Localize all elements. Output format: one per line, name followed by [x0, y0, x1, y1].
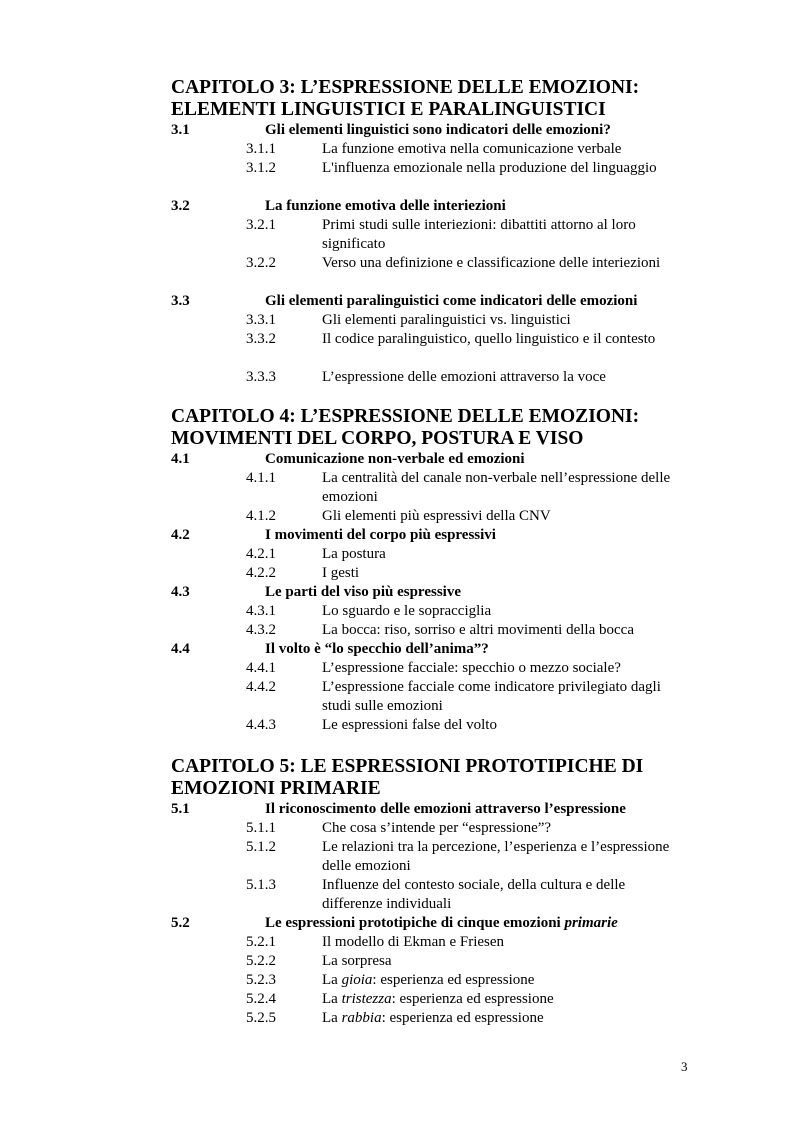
subsection-title [322, 971, 682, 990]
subsection-number: 3.2.1 [246, 217, 276, 233]
subsection-number: 4.4.1 [246, 660, 276, 676]
subsection-5-2-3 [171, 971, 731, 990]
section-4-2 [171, 526, 731, 545]
chapter-title-line2: EMOZIONI PRIMARIE [171, 778, 381, 799]
subsection-number: 5.2.1 [246, 934, 276, 950]
section-number: 4.1 [171, 451, 190, 467]
subsection-title: Verso una definizione e classificazione delle interiezioni [322, 255, 661, 271]
section-number: 3.3 [171, 293, 190, 309]
subsection-title: L’espressione facciale come indicatore privilegiato dagli studi sulle emozioni [322, 679, 661, 714]
subsection-3-2-2 [171, 254, 731, 292]
subsection-number: 3.1.1 [246, 141, 276, 157]
subsection-5-2-5 [171, 1009, 731, 1028]
section-title-text: Le espressioni prototipiche di cinque emozioni [265, 915, 565, 931]
subsection-title: Il codice paralinguistico, quello linguistico e il contesto [322, 331, 656, 347]
subsection-title [322, 990, 682, 1009]
subsection-4-3-2 [171, 621, 731, 640]
subsection-3-2-1 [171, 216, 731, 254]
section-title-emphasis: primarie [564, 915, 618, 931]
subsection-4-2-1 [171, 545, 731, 564]
subsection-4-4-2 [171, 678, 731, 716]
subsection-title: L'influenza emozionale nella produzione del linguaggio [322, 160, 657, 176]
section-number: 4.2 [171, 527, 190, 543]
subsection-number: 5.1.3 [246, 877, 276, 893]
section-number: 3.2 [171, 198, 190, 214]
subsection-title: Influenze del contesto sociale, della cultura e delle differenze individuali [322, 877, 626, 912]
section-3-1 [171, 121, 731, 140]
chapter-title-line1: CAPITOLO 4: L’ESPRESSIONE DELLE EMOZIONI: [171, 406, 640, 427]
subsection-title: Che cosa s’intende per “espressione”? [322, 820, 552, 836]
section-number: 4.3 [171, 584, 190, 600]
subsection-title [322, 1009, 682, 1028]
subsection-title-post: : esperienza ed espressione [391, 991, 554, 1007]
section-number: 3.1 [171, 122, 190, 138]
chapter-title-line1: CAPITOLO 3: L’ESPRESSIONE DELLE EMOZIONI: [171, 77, 640, 98]
subsection-number: 3.3.1 [246, 312, 276, 328]
subsection-title: Gli elementi più espressivi della CNV [322, 508, 551, 524]
subsection-title-post: : esperienza ed espressione [372, 972, 535, 988]
subsection-5-1-2 [171, 838, 731, 876]
subsection-number: 4.1.2 [246, 508, 276, 524]
subsection-number: 4.4.3 [246, 717, 276, 733]
subsection-number: 4.2.2 [246, 565, 276, 581]
subsection-number: 4.3.2 [246, 622, 276, 638]
subsection-number: 4.3.1 [246, 603, 276, 619]
subsection-title: L’espressione facciale: specchio o mezzo sociale? [322, 660, 621, 676]
subsection-5-2-1 [171, 933, 731, 952]
section-4-4 [171, 640, 731, 659]
section-3-3 [171, 292, 731, 311]
subsection-title: La centralità del canale non-verbale nell’espressione delle emozioni [322, 470, 671, 505]
subsection-number: 5.1.1 [246, 820, 276, 836]
subsection-number: 5.1.2 [246, 839, 276, 855]
chapter-3 [171, 77, 731, 387]
subsection-title-pre: La [322, 972, 342, 988]
section-title: Il riconoscimento delle emozioni attraverso l’espressione [265, 801, 626, 817]
chapter-4 [171, 406, 731, 735]
section-5-1 [171, 800, 731, 819]
section-3-2 [171, 197, 731, 216]
subsection-number: 5.2.5 [246, 1010, 276, 1026]
subsection-number: 3.2.2 [246, 255, 276, 271]
section-title: Il volto è “lo specchio dell’anima”? [265, 641, 489, 657]
section-number: 4.4 [171, 641, 190, 657]
subsection-4-2-2 [171, 564, 731, 583]
subsection-3-3-1 [171, 311, 731, 330]
section-5-2 [171, 914, 731, 933]
subsection-number: 4.4.2 [246, 679, 276, 695]
subsection-number: 4.1.1 [246, 470, 276, 486]
subsection-title: Gli elementi paralinguistici vs. linguistici [322, 312, 571, 328]
subsection-title-emphasis: rabbia [341, 1010, 382, 1026]
subsection-number: 3.1.2 [246, 160, 276, 176]
subsection-title: La sorpresa [322, 953, 392, 969]
subsection-4-4-3 [171, 716, 731, 735]
subsection-title: Lo sguardo e le sopracciglia [322, 603, 492, 619]
subsection-title: I gesti [322, 565, 360, 581]
chapter-title-line2: ELEMENTI LINGUISTICI E PARALINGUISTICI [171, 99, 606, 120]
subsection-title: La bocca: riso, sorriso e altri movimenti della bocca [322, 622, 634, 638]
chapter-title-line2: MOVIMENTI DEL CORPO, POSTURA E VISO [171, 428, 584, 449]
subsection-4-3-1 [171, 602, 731, 621]
section-number: 5.2 [171, 915, 190, 931]
subsection-title: L’espressione delle emozioni attraverso la voce [322, 369, 606, 385]
section-title: Comunicazione non-verbale ed emozioni [265, 451, 525, 467]
subsection-title: Le relazioni tra la percezione, l’esperienza e l’espressione delle emozioni [322, 839, 670, 874]
subsection-3-1-1 [171, 140, 731, 159]
subsection-5-1-1 [171, 819, 731, 838]
section-title: La funzione emotiva delle interiezioni [265, 198, 506, 214]
section-title [265, 914, 618, 933]
section-number: 5.1 [171, 801, 190, 817]
subsection-4-1-2 [171, 507, 731, 526]
subsection-3-3-3 [171, 368, 731, 387]
subsection-3-3-2 [171, 330, 731, 368]
subsection-number: 5.2.3 [246, 972, 276, 988]
section-title: Gli elementi linguistici sono indicatori delle emozioni? [265, 122, 611, 138]
subsection-title-pre: La [322, 991, 342, 1007]
chapter-title-line1: CAPITOLO 5: LE ESPRESSIONI PROTOTIPICHE DI [171, 756, 644, 777]
subsection-5-2-2 [171, 952, 731, 971]
chapter-5 [171, 756, 731, 1028]
subsection-3-1-2 [171, 159, 731, 197]
subsection-number: 5.2.2 [246, 953, 276, 969]
page-number: 3 [681, 1059, 688, 1074]
subsection-title: Le espressioni false del volto [322, 717, 497, 733]
subsection-title-post: : esperienza ed espressione [381, 1010, 544, 1026]
subsection-title-emphasis: tristezza [341, 991, 392, 1007]
subsection-number: 5.2.4 [246, 991, 276, 1007]
subsection-title: La funzione emotiva nella comunicazione verbale [322, 141, 622, 157]
subsection-title: Primi studi sulle interiezioni: dibattiti attorno al loro significato [322, 217, 636, 252]
section-4-3 [171, 583, 731, 602]
subsection-4-1-1 [171, 469, 731, 507]
section-title: Le parti del viso più espressive [265, 584, 461, 600]
subsection-number: 3.3.2 [246, 331, 276, 347]
section-title: I movimenti del corpo più espressivi [265, 527, 496, 543]
subsection-title-emphasis: gioia [341, 972, 373, 988]
subsection-4-4-1 [171, 659, 731, 678]
subsection-title: La postura [322, 546, 386, 562]
section-title: Gli elementi paralinguistici come indicatori delle emozioni [265, 293, 638, 309]
subsection-title-pre: La [322, 1010, 342, 1026]
section-4-1 [171, 450, 731, 469]
subsection-title: Il modello di Ekman e Friesen [322, 934, 505, 950]
subsection-number: 3.3.3 [246, 369, 276, 385]
subsection-5-2-4 [171, 990, 731, 1009]
subsection-number: 4.2.1 [246, 546, 276, 562]
subsection-5-1-3 [171, 876, 731, 914]
